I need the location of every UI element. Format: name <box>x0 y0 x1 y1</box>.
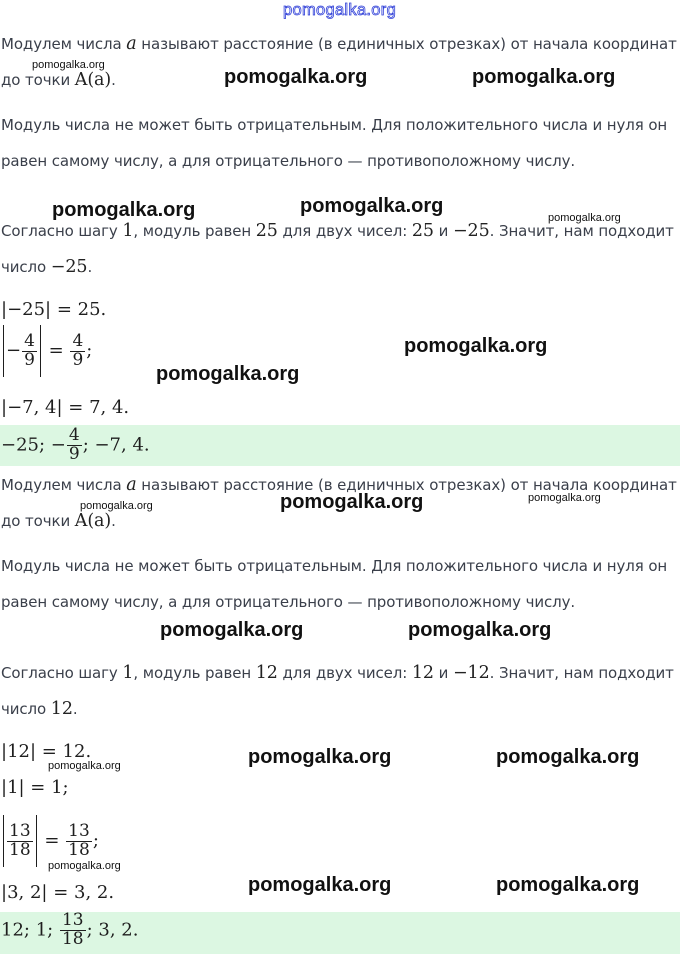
step-text: Согласно шагу <box>1 664 123 682</box>
fraction-numerator: 13 <box>9 820 31 841</box>
equation-abs-fraction: $\frac{13}{18}$ = $\frac{13}{18}$ ; <box>1 815 99 867</box>
fraction-denominator: 18 <box>9 839 31 860</box>
fraction <box>70 330 85 370</box>
answer-box <box>0 425 680 466</box>
fraction <box>60 912 86 949</box>
number-b: −12 <box>452 663 490 683</box>
equation-abs-12: |12| = 12. <box>1 741 92 762</box>
fraction-numerator: 4 <box>72 330 84 351</box>
point-notation: A(a) <box>74 511 112 531</box>
step-text: и <box>433 222 453 240</box>
watermark: pomogalka.org <box>280 491 424 513</box>
watermark: pomogalka.org <box>224 66 368 88</box>
answer-text: ; 3, 2. <box>86 919 139 941</box>
equation-abs-1: |1| = 1; <box>1 777 69 798</box>
fraction-numerator: 13 <box>61 910 84 930</box>
answer-text: ; −7, 4. <box>82 434 150 456</box>
watermark: pomogalka.org <box>528 492 601 504</box>
step-text: для двух чисел: <box>277 664 412 682</box>
step-number: 1 <box>122 221 134 241</box>
variable-a: a <box>126 475 137 495</box>
answer-line <box>1 427 150 464</box>
fraction <box>66 820 92 860</box>
watermark: pomogalka.org <box>548 212 621 224</box>
watermark: pomogalka.org <box>408 619 552 641</box>
watermark: pomogalka.org <box>496 746 640 768</box>
fraction-numerator: 4 <box>68 425 80 445</box>
watermark: pomogalka.org <box>472 66 616 88</box>
abs-bar <box>40 325 41 377</box>
fraction-numerator: 13 <box>68 820 90 841</box>
fraction-denominator: 18 <box>61 928 84 949</box>
minus-sign: − <box>6 340 22 361</box>
fraction-denominator: 9 <box>68 443 80 464</box>
step-text: . Значит, нам подходит число <box>1 222 674 276</box>
modulus-value: 25 <box>255 221 278 241</box>
definition-text-cont: называют расстояние (в единичных отрезках) от начала координат до точки <box>1 476 677 530</box>
punctuation: . <box>111 71 116 89</box>
fraction-denominator: 9 <box>24 349 35 370</box>
watermark: pomogalka.org <box>80 500 153 512</box>
watermark: pomogalka.org <box>52 199 196 221</box>
equation-abs-decimal: |3, 2| = 3, 2. <box>1 882 115 903</box>
watermark: pomogalka.org <box>300 195 444 217</box>
step-number: 1 <box>122 663 134 683</box>
abs-bar <box>36 815 37 867</box>
watermark: pomogalka.org <box>32 59 105 71</box>
watermark: pomogalka.org <box>48 760 121 772</box>
abs-bar <box>3 815 4 867</box>
punctuation: . <box>87 258 93 276</box>
chosen-number: 12 <box>50 699 73 719</box>
chosen-number: −25 <box>50 257 88 277</box>
definition-text: Модулем числа <box>1 35 127 53</box>
step-text: для двух чисел: <box>277 222 412 240</box>
rule-paragraph: Модуль числа не может быть отрицательным. Для положительного числа и нуля он равен самому числу, а для отрицательного — противоположному числу. <box>1 116 668 170</box>
answer-box <box>0 912 680 954</box>
watermark: pomogalka.org <box>156 363 300 385</box>
fraction-denominator: 18 <box>68 839 90 860</box>
watermark: pomogalka.org <box>48 860 121 872</box>
answer-text: −25; − <box>1 434 66 456</box>
equation-abs-minus-25: |−25| = 25. <box>1 299 107 320</box>
watermark: pomogalka.org <box>248 746 392 768</box>
step-text: . Значит, нам подходит число <box>1 664 674 718</box>
modulus-value: 12 <box>255 663 278 683</box>
definition-text: Модулем числа <box>1 476 127 494</box>
equation-abs-decimal: |−7, 4| = 7, 4. <box>1 397 130 418</box>
watermark: pomogalka.org <box>496 874 640 896</box>
answer-text: 12; 1; <box>1 919 59 941</box>
fraction-denominator: 9 <box>72 349 84 370</box>
answer-line <box>1 912 138 949</box>
definition-text-cont: называют расстояние (в единичных отрезках) от начала координат до точки <box>1 35 677 89</box>
watermark-top: pomogalka.org <box>283 1 397 19</box>
watermark: pomogalka.org <box>160 619 304 641</box>
step-text: , модуль равен <box>133 664 256 682</box>
number-a: 12 <box>411 663 434 683</box>
step-paragraph <box>1 655 677 727</box>
step-text: , модуль равен <box>133 222 256 240</box>
number-a: 25 <box>411 221 434 241</box>
punctuation: . <box>111 512 116 530</box>
watermark: pomogalka.org <box>248 874 392 896</box>
watermark: pomogalka.org <box>404 335 548 357</box>
step-text: и <box>433 664 453 682</box>
abs-bar <box>3 325 4 377</box>
fraction-numerator: 4 <box>24 330 35 351</box>
fraction <box>7 820 33 860</box>
fraction <box>22 330 37 370</box>
variable-a: a <box>126 34 137 54</box>
number-b: −25 <box>452 221 490 241</box>
rule-paragraph: Модуль числа не может быть отрицательным. Для положительного числа и нуля он равен самому числу, а для отрицательного — противоположному числу. <box>1 557 668 611</box>
punctuation: . <box>72 700 78 718</box>
fraction <box>67 427 82 464</box>
point-notation: A(a) <box>74 70 112 90</box>
equation-abs-fraction: − $\frac{4}{9}$ = $\frac{4}{9}$ ; <box>1 325 92 377</box>
step-text: Согласно шагу <box>1 222 123 240</box>
